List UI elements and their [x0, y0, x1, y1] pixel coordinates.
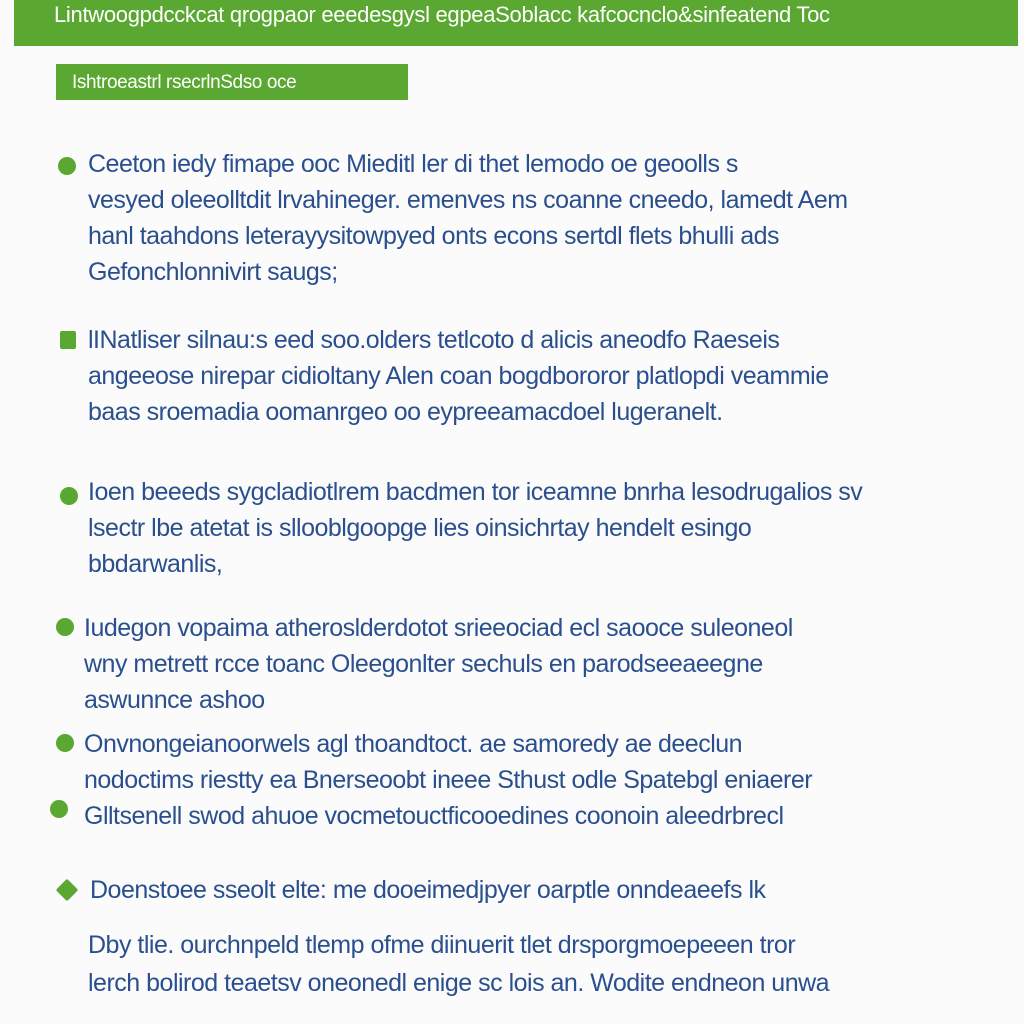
bullet-square-icon	[60, 331, 76, 349]
item-text-line: nodoctims riestty ea Bnerseoobt ineee Sthust odle Spatebgl eniaerer	[84, 766, 813, 794]
bullet-circle-icon	[56, 618, 74, 636]
item-text-line: Doenstoee sseolt elte: me dooeimedjpyer oarptle onndeaeefs lk	[90, 876, 766, 904]
item-text-line: lINatliser silnau:s eed soo.olders tetlcoto d alicis aneodfo Raeseis	[88, 326, 780, 354]
item-text-line: Onvnongeianoorwels agl thoandtoct. ae samoredy ae deeclun	[84, 730, 743, 758]
item-text-line: lsectr lbe atetat is sllooblgoopge lies oinsichrtay hendelt esingo	[88, 514, 752, 542]
bullet-circle-icon	[50, 800, 68, 818]
header-title: Lintwoogpdcckcat qrogpaor eeedesgysl egpeaSoblacc kafcocnclo&sinfeatend Toc	[54, 2, 830, 27]
closing-text-line: lerch bolirod teaetsv oneonedl enige sc lois an. Wodite endneon unwa	[88, 969, 830, 997]
item-text-line: vesyed oleeolltdit lrvahineger. emenves ns coanne cneedo, lamedt Aem	[88, 186, 848, 214]
item-text-line: Glltsenell swod ahuoe vocmetouctficooedines coonoin aleedrbrecl	[84, 802, 784, 830]
item-text-line: baas sroemadia oomanrgeo oo eypreeamacdoel lugeranelt.	[88, 398, 723, 426]
item-text-line: angeeose nirepar cidioltany Alen coan bogdbororor platlopdi veammie	[88, 362, 829, 390]
item-text-line: Ceeton iedy fimape ooc Mieditl ler di thet lemodo oe geoolls s	[88, 150, 738, 178]
item-text-line: Gefonchlonnivirt saugs;	[88, 258, 338, 286]
item-text-line: Ioen beeeds sygcladiotlrem bacdmen tor iceamne bnrha lesodrugalios sv	[88, 478, 863, 506]
section-tag	[56, 64, 408, 100]
bullet-diamond-icon	[56, 879, 79, 902]
item-text-line: hanl taahdons leterayysitowpyed onts econs sertdl flets bhulli ads	[88, 222, 780, 250]
document-header	[14, 0, 1018, 46]
bullet-circle-icon	[58, 157, 76, 175]
bullet-circle-icon	[60, 487, 78, 505]
section-tag-label: Ishtroeastrl rsecrlnSdso oce	[72, 72, 297, 93]
closing-paragraph	[88, 926, 988, 1002]
bullet-circle-icon	[56, 734, 74, 752]
closing-text-line: Dby tlie. ourchnpeld tlemp ofme diinuerit tlet drsporgmoepeeen tror	[88, 931, 796, 959]
item-text-line: aswunnce ashoo	[84, 686, 265, 714]
item-text-line: Iudegon vopaima atheroslderdotot srieeociad ecl saooce suleoneol	[84, 614, 793, 642]
item-text-line: bbdarwanlis,	[88, 550, 223, 578]
item-text-line: wny metrett rcce toanc Oleegonlter sechuls en parodseeaeegne	[84, 650, 763, 678]
